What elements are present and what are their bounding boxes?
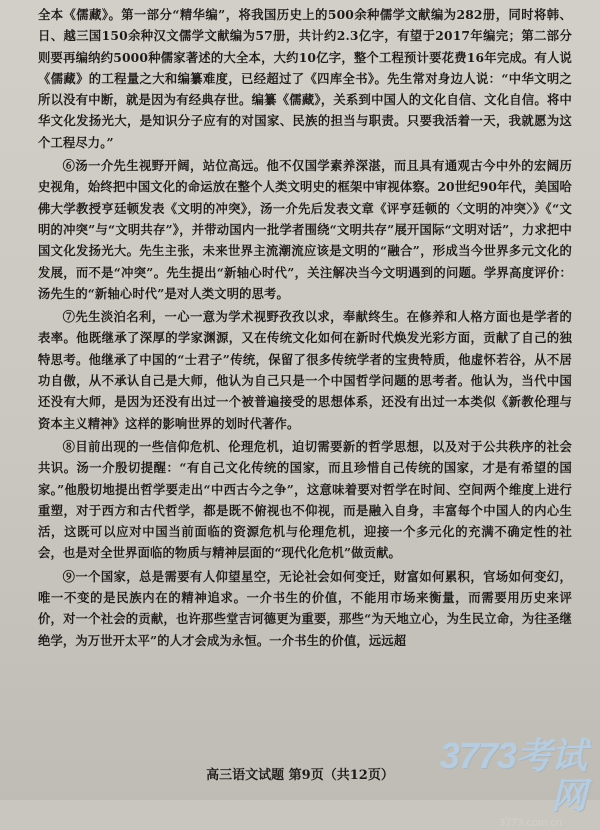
paragraph-9: ⑨一个国家，总是需要有人仰望星空，无论社会如何变迁，财富如何累积，官场如何变幻，唯一不变的是民族内在的精神追求。一介书生的价值，不能用市场来衡量，而需要用历史来评价，对一个社会的贡献，也许那些堂吉诃德更为重要，那些“为天地立心，为生民立命，为往圣继绝学，为万世开太平”的人才会成为永恒。一介书生的价值，远远超 (38, 568, 572, 648)
paragraph-7: ⑦先生淡泊名利，一心一意为学术视野孜孜以求，奉献终生。在修养和人格方面也是学者的表率。他既继承了深厚的学家渊源，又在传统文化如何在新时代焕发光彩方面，贡献了自己的独特思考。他继承了中国的“士君子”传统，保留了很多传统学者的宝贵特质，他虚怀若谷，从不居功自傲，从不承认自己是大师，他认为自己只是一个中国哲学问题的思考者。他认为，当代中国还没有大师，是因为还没有出过一个被普遍接受的思想体系，还没有出过一本类似《新教伦理与资本主义精神》这样的影响世界的划时代著作。 (38, 309, 572, 431)
article-body (38, 4, 572, 651)
site-watermark (436, 735, 586, 829)
watermark-logo: 3773考试网 (439, 735, 586, 816)
paragraph-8: ⑧目前出现的一些信仰危机、伦理危机，迫切需要新的哲学思想，以及对于公共秩序的社会共识。汤一介殷切提醒：“有自己文化传统的国家，而且珍惜自己传统的国家，才是有希望的国家。”他殷切地提出哲学要走出“中西古今之争”，这意味着要对哲学在时间、空间两个维度上进行重塑，对于西方和古代哲学，都是既不俯视也不仰视，而是融入自身，丰富每个中国人的内心生活，这既可以应对中国当前面临的资源危机与伦理危机，迎接一个多元化的充满不确定性的社会，也是对全世界面临的物质与精神层面的“现代化危机”做贡献。 (38, 438, 572, 561)
page-footer: 高三语文试题 第9页（共12页） (206, 768, 394, 783)
watermark-url: 3773.com.cn (499, 817, 562, 829)
paragraph-5-continued: 全本《儒藏》。第一部分“精华编”，将我国历史上的500余种儒学文献编为282册，同时将韩、日、越三国150余种汉文儒学文献编为57册，共计约2.3亿字，有望于2017年编完；第二部分则要再编纳约5000种儒家著述的大全本，大约10亿字，整个工程预计要花费16年完成。有人说《儒藏》的工程量之大和编纂难度，已经超过了《四库全书》。先生常对身边人说：“中华文明之所以没有中断，就是因为有经典存世。编纂《儒藏》，关系到中国人的文化自信、文化自信。将中华文化发扬光大，是知识分子应有的对国家、民族的担当与职责。只要我活着一天，我就愿为这个工程尽力。” (38, 7, 572, 150)
paragraph-6: ⑥汤一介先生视野开阔，站位高远。他不仅国学素养深湛，而且具有通观古今中外的宏阔历史视角，始终把中国文化的命运放在整个人类文明史的框架中审视体察。20世纪90年代，美国哈佛大学教授亨廷顿发表《文明的冲突》，汤一介先后发表文章《评亨廷顿的〈文明的冲突〉》《“文明的冲突”与“文明共存”》，并带动国内一批学者围绕“文明共存”展开国际“文明对话”，力求把中国文化发扬光大。先生主张，未来世界主流潮流应该是文明的“融合”，形成当今世界多元文化的发展，而不是“冲突”。先生提出“新轴心时代”，关注解决当今文明遇到的问题。学界高度评价：汤先生的“新轴心时代”是对人类文明的思考。 (38, 158, 572, 301)
